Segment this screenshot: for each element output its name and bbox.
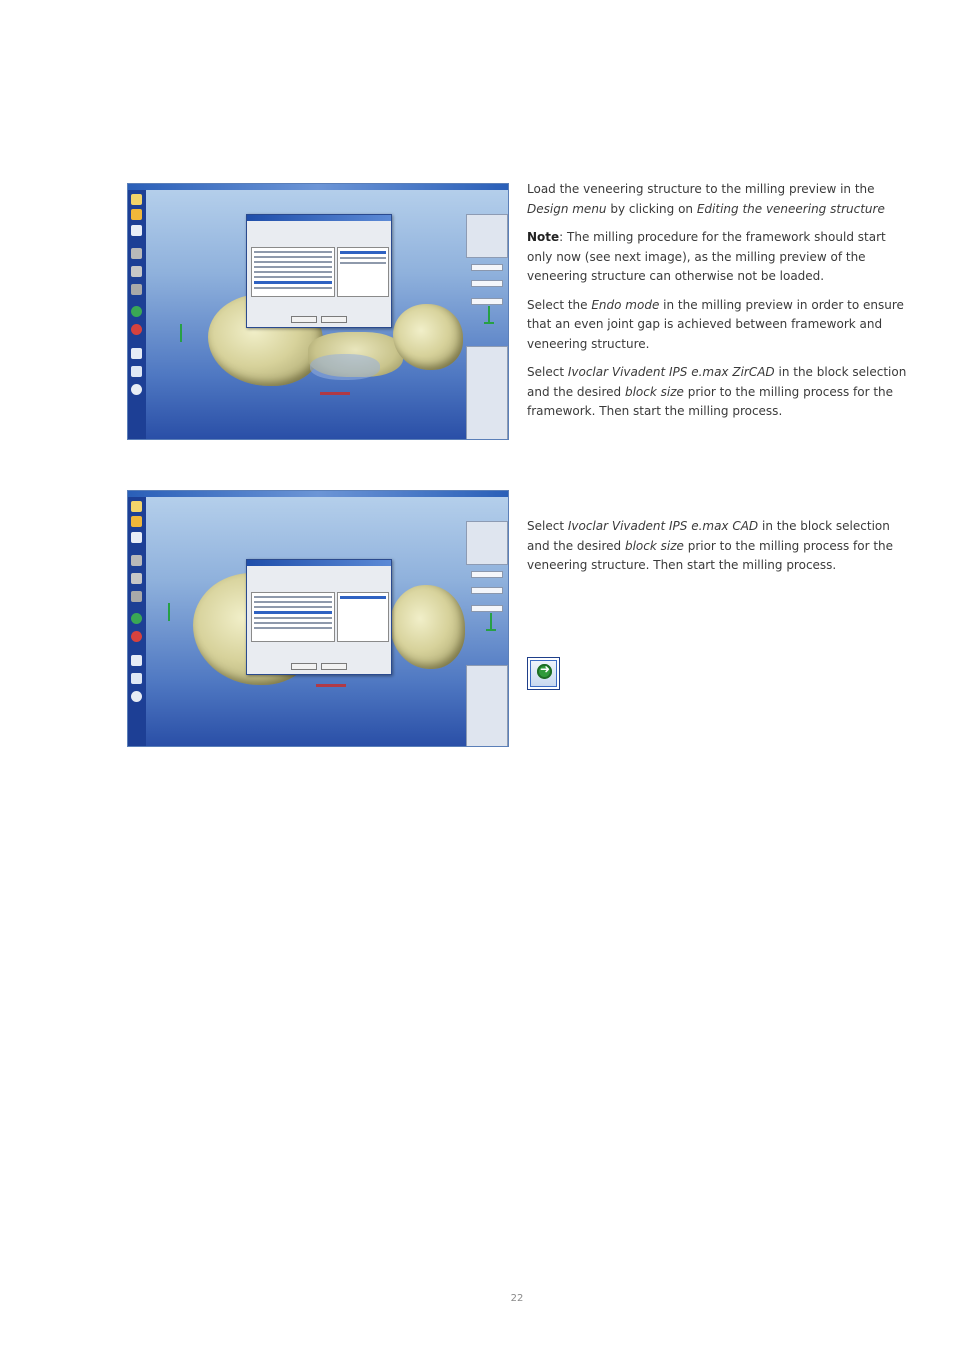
toolbar-icon	[131, 691, 142, 702]
instruction-paragraph: Select Ivoclar Vivadent IPS e.max ZirCAD in the block selection and the desired block size prior to the milling process for the framework. Then start the milling process.	[527, 365, 907, 418]
instruction-text-veneering	[527, 517, 907, 585]
manufacturer-list[interactable]	[251, 592, 335, 642]
dialog-titlebar	[247, 560, 391, 566]
abutment-tooth-right	[393, 304, 463, 370]
instruction-paragraph: Load the veneering structure to the milling preview in the Design menu by clicking on Editing the veneering structure	[527, 182, 885, 216]
list-item[interactable]	[254, 261, 332, 263]
toolbar-icon	[131, 573, 142, 584]
instruction-paragraph: Select the Endo mode in the milling preview in order to ensure that an even joint gap is achieved between framework and veneering structure.	[527, 297, 904, 351]
toolbar-icon	[131, 306, 142, 317]
toolbar-icon	[131, 516, 142, 527]
list-item[interactable]	[254, 596, 332, 598]
block-size-list[interactable]	[337, 592, 389, 642]
milling-controls[interactable]	[466, 346, 508, 440]
panel-button[interactable]	[471, 605, 503, 612]
list-item[interactable]	[254, 266, 332, 268]
status-label	[320, 392, 350, 395]
milling-controls[interactable]	[466, 665, 508, 747]
arrow-right-icon: ➜	[537, 664, 552, 679]
list-item[interactable]	[254, 256, 332, 258]
note-paragraph: Note: The milling procedure for the framework should start only now (see next image), as the milling preview of the veneering structure can otherwise not be loaded.	[527, 230, 886, 283]
toolbar-icon	[131, 501, 142, 512]
list-item-selected[interactable]	[340, 251, 386, 254]
toolbar-icon	[131, 324, 142, 335]
toolbar-icon	[131, 209, 142, 220]
list-item[interactable]	[254, 606, 332, 608]
left-toolbar	[128, 497, 146, 746]
panel-button[interactable]	[471, 571, 503, 578]
axis-indicator	[180, 324, 182, 342]
start-button-illustration	[527, 657, 560, 690]
milling-preview-screenshot-framework	[127, 183, 509, 440]
toolbar-icon	[131, 555, 142, 566]
toolbar-icon	[131, 613, 142, 624]
toolbar-icon	[131, 194, 142, 205]
instruction-text-framework	[527, 180, 907, 431]
start-button-face	[530, 660, 557, 687]
view-controls[interactable]	[466, 521, 508, 565]
toolbar-icon	[131, 532, 142, 543]
left-toolbar	[128, 190, 146, 439]
toolbar-icon	[131, 225, 142, 236]
veneer-preview	[310, 354, 380, 380]
abutment-tooth-right	[390, 585, 465, 669]
page-number: 22	[510, 1293, 524, 1304]
axis-indicator	[168, 603, 170, 621]
list-item-selected[interactable]	[254, 611, 332, 614]
list-item[interactable]	[254, 287, 332, 289]
block-size-list[interactable]	[337, 247, 389, 297]
toolbar-icon	[131, 366, 142, 377]
list-item-selected[interactable]	[254, 281, 332, 284]
status-label	[316, 684, 346, 687]
panel-button[interactable]	[471, 280, 503, 287]
toolbar-icon	[131, 284, 142, 295]
list-item-selected[interactable]	[340, 596, 386, 599]
panel-button[interactable]	[471, 587, 503, 594]
list-item[interactable]	[254, 276, 332, 278]
manufacturer-list[interactable]	[251, 247, 335, 297]
toolbar-icon	[131, 591, 142, 602]
instruction-paragraph: Select Ivoclar Vivadent IPS e.max CAD in the block selection and the desired block size prior to the milling process for the veneering structure. Then start the milling process.	[527, 519, 894, 572]
list-item[interactable]	[254, 251, 332, 253]
list-item[interactable]	[254, 601, 332, 603]
list-item[interactable]	[254, 271, 332, 273]
window-titlebar	[128, 491, 508, 497]
list-item[interactable]	[254, 617, 332, 619]
toolbar-icon	[131, 631, 142, 642]
dialog-titlebar	[247, 215, 391, 221]
panel-button[interactable]	[471, 264, 503, 271]
list-item[interactable]	[254, 622, 332, 624]
cancel-button[interactable]	[321, 316, 347, 323]
toolbar-icon	[131, 673, 142, 684]
panel-button[interactable]	[471, 298, 503, 305]
toolbar-icon	[131, 384, 142, 395]
cancel-button[interactable]	[321, 663, 347, 670]
milling-preview-screenshot-veneering	[127, 490, 509, 747]
ok-button[interactable]	[291, 316, 317, 323]
list-item[interactable]	[340, 262, 386, 264]
list-item[interactable]	[340, 257, 386, 259]
right-panel	[466, 206, 508, 439]
block-selection-dialog[interactable]	[246, 559, 392, 675]
window-titlebar	[128, 184, 508, 190]
right-panel	[466, 513, 508, 746]
view-controls[interactable]	[466, 214, 508, 258]
toolbar-icon	[131, 348, 142, 359]
ok-button[interactable]	[291, 663, 317, 670]
toolbar-icon	[131, 655, 142, 666]
block-selection-dialog[interactable]	[246, 214, 392, 328]
toolbar-icon	[131, 266, 142, 277]
list-item[interactable]	[254, 627, 332, 629]
toolbar-icon	[131, 248, 142, 259]
